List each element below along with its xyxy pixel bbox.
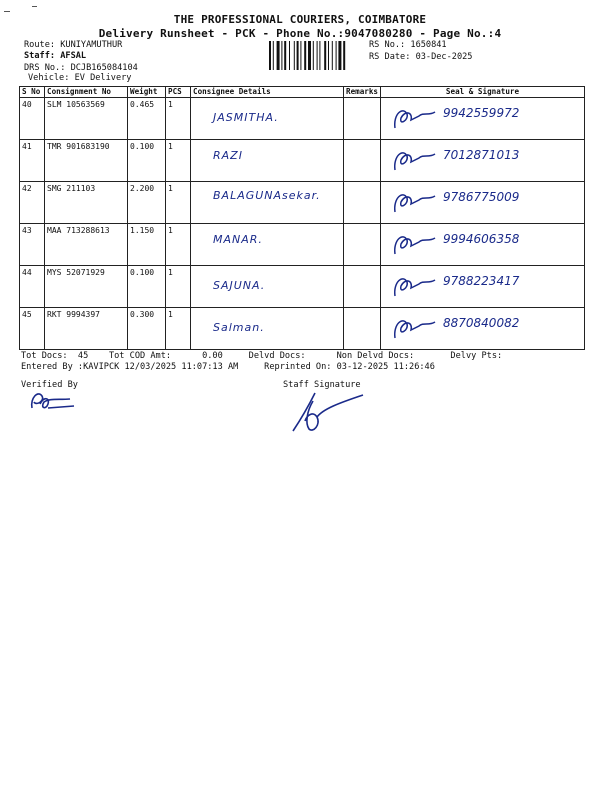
signature-scribble-image: [389, 312, 439, 346]
header-signature: Seal & Signature: [381, 87, 585, 98]
cell-consignee: [191, 224, 344, 266]
consignee-handwriting: RAZI: [213, 149, 243, 162]
cell-consignee: [191, 182, 344, 224]
cell-weight: 0.300: [128, 308, 166, 350]
cell-remarks: [344, 98, 381, 140]
cell-sno: 43: [20, 224, 45, 266]
header-consignee: Consignee Details: [191, 87, 344, 98]
staff-signature-label: Staff Signature: [283, 380, 361, 390]
header-consignment: Consignment No: [45, 87, 128, 98]
drs-line: DRS No.: DCJB165084104: [24, 63, 138, 73]
cell-remarks: [344, 266, 381, 308]
runsheet-table: [19, 86, 585, 350]
cell-consignment-no: SMG 211103: [45, 182, 128, 224]
verified-by-label: Verified By: [21, 380, 78, 390]
staff-signature-image: [287, 389, 367, 437]
table-row: [20, 98, 585, 140]
cell-pcs: 1: [166, 224, 191, 266]
cell-weight: 0.465: [128, 98, 166, 140]
consignee-handwriting: JASMITHA.: [213, 111, 279, 124]
cell-pcs: 1: [166, 140, 191, 182]
consignee-handwriting: Salman.: [213, 321, 265, 334]
cell-weight: 0.100: [128, 140, 166, 182]
vehicle-line: Vehicle: EV Delivery: [28, 73, 132, 83]
route-line: Route: KUNIYAMUTHUR: [24, 40, 123, 50]
cell-remarks: [344, 308, 381, 350]
table-row: [20, 308, 585, 350]
cell-remarks: [344, 140, 381, 182]
table-header-row: [20, 87, 585, 98]
consignee-handwriting: MANAR.: [213, 233, 263, 246]
table-row: [20, 266, 585, 308]
signature-scribble-image: [389, 228, 439, 262]
cell-signature: [381, 308, 585, 350]
cell-consignment-no: MYS 52071929: [45, 266, 128, 308]
signature-scribble-image: [389, 102, 439, 136]
signature-scribble-image: [389, 270, 439, 304]
cell-pcs: 1: [166, 182, 191, 224]
cell-signature: [381, 140, 585, 182]
cell-sno: 42: [20, 182, 45, 224]
rs-number: RS No.: 1650841: [369, 40, 447, 50]
header-weight: Weight: [128, 87, 166, 98]
cell-signature: [381, 182, 585, 224]
signature-scribble-image: [389, 186, 439, 220]
staff-line: Staff: AFSAL: [24, 51, 87, 61]
header-remarks: Remarks: [344, 87, 381, 98]
phone-handwriting: 7012871013: [443, 148, 520, 162]
cell-sno: 44: [20, 266, 45, 308]
consignee-handwriting: BALAGUNAsekar.: [213, 189, 321, 202]
phone-handwriting: 8870840082: [443, 316, 520, 330]
table-row: [20, 140, 585, 182]
cell-remarks: [344, 182, 381, 224]
cell-consignee: [191, 308, 344, 350]
table-row: [20, 182, 585, 224]
cell-consignee: [191, 140, 344, 182]
cell-consignee: [191, 266, 344, 308]
header-sno: S No: [20, 87, 45, 98]
phone-handwriting: 9788223417: [443, 274, 520, 288]
signature-scribble-image: [389, 144, 439, 178]
phone-handwriting: 9786775009: [443, 190, 520, 204]
rs-date: RS Date: 03-Dec-2025: [369, 52, 473, 62]
table-row: [20, 224, 585, 266]
header-pcs: PCS: [166, 87, 191, 98]
consignee-handwriting: SAJUNA.: [213, 279, 266, 292]
cell-signature: [381, 266, 585, 308]
cell-weight: 1.150: [128, 224, 166, 266]
cell-consignment-no: TMR 901683190: [45, 140, 128, 182]
cell-pcs: 1: [166, 308, 191, 350]
cell-sno: 41: [20, 140, 45, 182]
cell-consignment-no: MAA 713288613: [45, 224, 128, 266]
cell-signature: [381, 224, 585, 266]
totals-line: Tot Docs: 45 Tot COD Amt: 0.00 Delvd Docs: Non Delvd Docs: Delvy Pts:: [21, 351, 503, 361]
document-subtitle: Delivery Runsheet - PCK - Phone No.:9047080280 - Page No.:4: [98, 27, 502, 40]
entered-by-line: Entered By :KAVIPCK 12/03/2025 11:07:13 AM Reprinted On: 03-12-2025 11:26:46: [21, 362, 435, 372]
phone-handwriting: 9994606358: [443, 232, 520, 246]
cell-consignee: [191, 98, 344, 140]
cell-consignment-no: RKT 9994397: [45, 308, 128, 350]
barcode-image: [268, 41, 362, 70]
verified-signature-image: [28, 388, 78, 414]
document-title: THE PROFESSIONAL COURIERS, COIMBATORE: [173, 13, 427, 26]
cell-remarks: [344, 224, 381, 266]
cell-weight: 0.100: [128, 266, 166, 308]
cell-sno: 40: [20, 98, 45, 140]
cell-consignment-no: SLM 10563569: [45, 98, 128, 140]
cell-signature: [381, 98, 585, 140]
cell-weight: 2.200: [128, 182, 166, 224]
phone-handwriting: 9942559972: [443, 106, 520, 120]
cell-pcs: 1: [166, 98, 191, 140]
cell-pcs: 1: [166, 266, 191, 308]
cell-sno: 45: [20, 308, 45, 350]
